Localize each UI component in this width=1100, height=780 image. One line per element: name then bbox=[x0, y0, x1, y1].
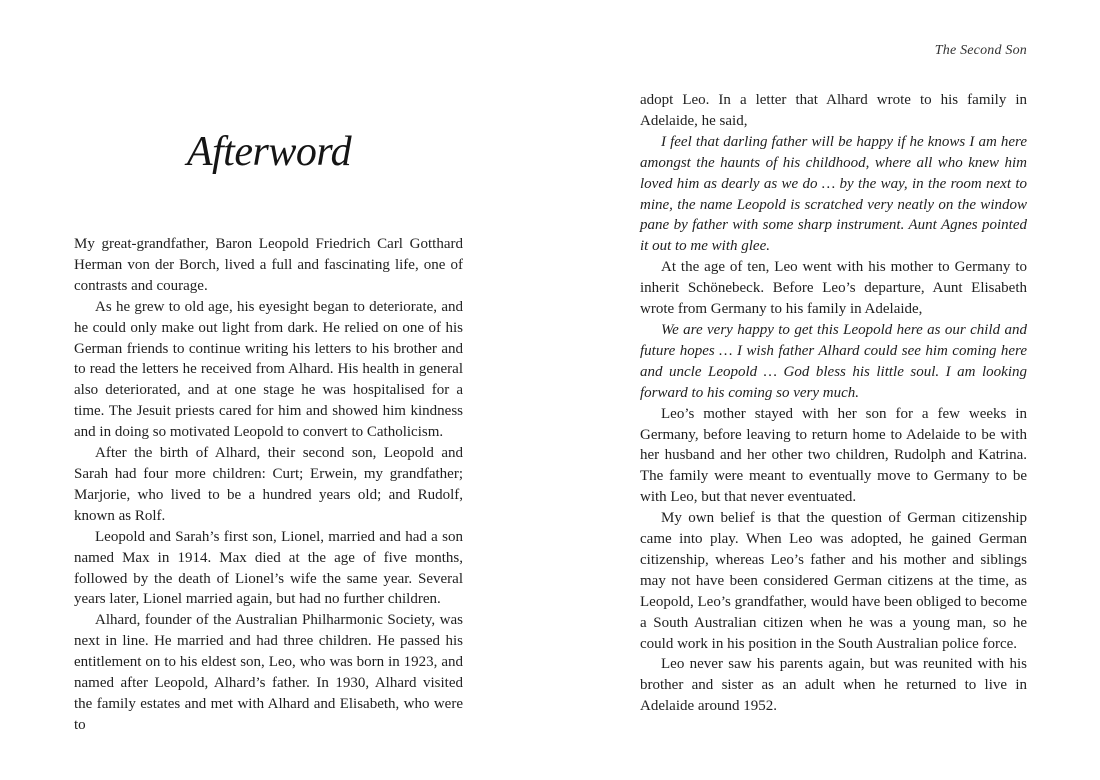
paragraph: adopt Leo. In a letter that Alhard wrote to his family in Adelaide, he said, bbox=[640, 92, 1027, 129]
paragraph: At the age of ten, Leo went with his mother to Germany to inherit Schönebeck. Before Leo’s departure, Aunt Elisabeth wrote from Germany to his family in Adelaide, bbox=[640, 259, 1027, 318]
right-page-text bbox=[640, 90, 1027, 717]
paragraph: My own belief is that the question of German citizenship came into play. When Leo was adopted, he gained German citizenship, whereas Leo’s father and his mother and siblings may not have been considered German citizens at the time, as Leopold, Leo’s grandfather, would have been obliged to become a South Australian citizen when he was a young man, so he could work in his position in the South Australian police force. bbox=[640, 510, 1027, 652]
paragraph: After the birth of Alhard, their second son, Leopold and Sarah had four more children: Curt; Erwein, my grandfather; Marjorie, who lived to be a hundred years old; and Rudolf, known as Rolf. bbox=[74, 445, 463, 524]
running-header: The Second Son bbox=[934, 43, 1027, 58]
paragraph: My great-grandfather, Baron Leopold Friedrich Carl Gotthard Herman von der Borch, lived a full and fascinating life, one of contrasts and courage. bbox=[74, 236, 463, 294]
right-page bbox=[550, 0, 1100, 780]
paragraph: Alhard, founder of the Australian Philharmonic Society, was next in line. He married and had three children. He passed his entitlement on to his eldest son, Leo, who was born in 1923, and named after Leopold, Alhard’s father. In 1930, Alhard visited the family estates and met with Alhard and Elisabeth, who were to bbox=[74, 612, 463, 733]
left-page-text bbox=[74, 234, 463, 736]
chapter-title: Afterword bbox=[186, 129, 352, 175]
paragraph: Leo’s mother stayed with her son for a few weeks in Germany, before leaving to return home to Adelaide to be with her husband and her other two children, Rudolph and Katrina. The family were meant to eventually move to Germany to be with Leo, but that never eventuated. bbox=[640, 405, 1027, 506]
paragraph: Leo never saw his parents again, but was reunited with his brother and sister as an adult when he returned to live in Adelaide around 1952. bbox=[640, 656, 1027, 715]
letter-quote: I feel that darling father will be happy if he knows I am here amongst the haunts of his childhood, where all who knew him loved him as dearly as we do … by the way, in the room next to mine, the name Leopold is scratched very neatly on the window pane by father with some sharp instrument. Aunt Agnes pointed it out to me with glee. bbox=[640, 133, 1027, 255]
letter-quote: We are very happy to get this Leopold here as our child and future hopes … I wish father Alhard could see him coming here and uncle Leopold … God bless his little soul. I am looking forward to his coming so very much. bbox=[640, 321, 1027, 401]
paragraph: As he grew to old age, his eyesight began to deteriorate, and he could only make out light from dark. He relied on one of his German friends to continue writing his letters to his brother and to read the letters he received from Alhard. His health in general also deteriorated, and at one stage he was hospitalised for a time. The Jesuit priests cared for him and showed him kindness and in doing so motivated Leopold to convert to Catholicism. bbox=[74, 298, 463, 441]
paragraph: Leopold and Sarah’s first son, Lionel, married and had a son named Max in 1914. Max died at the age of five months, followed by the death of Lionel’s wife the same year. Several years later, Lionel married again, but had no further children. bbox=[74, 528, 463, 608]
